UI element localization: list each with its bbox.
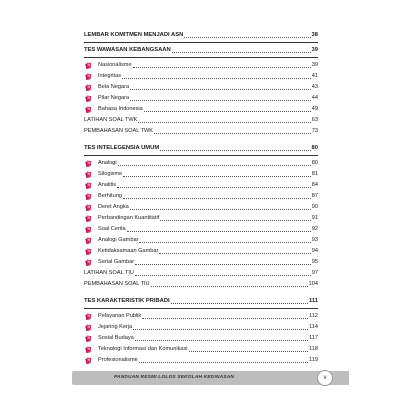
toc-subentry[interactable] [84,104,318,115]
page-footer [72,371,349,385]
toc-heading[interactable] [84,30,318,41]
footer-title: PANDUAN RESMI LOLOS SEKOLAH KEDINASAN [114,375,235,380]
table-of-contents [84,30,318,366]
toc-extra-entry[interactable] [84,268,318,279]
section-divider [84,308,318,309]
toc-page-number: 119 [309,357,318,363]
toc-entry-text: PEMBAHASAN SOAL TWK [84,128,154,134]
toc-page-number: 114 [309,324,318,330]
toc-subentry[interactable] [84,257,318,268]
section-divider [84,155,318,156]
toc-subentry[interactable] [84,235,318,246]
toc-extra-entry[interactable] [84,279,318,290]
toc-entry-label [84,268,134,279]
book-icon [85,335,92,342]
toc-entry-label [84,169,122,180]
toc-page-number: 44 [311,95,318,101]
toc-entry-text: Pilar Negara [98,95,130,101]
toc-entry-text: TES WAWASAN KEBANGSAAN [84,47,171,53]
toc-subentry[interactable] [84,158,318,169]
dot-leader [139,242,310,243]
toc-entry-label [84,180,116,191]
dot-leader [160,220,310,221]
dot-leader [184,37,310,38]
toc-entry-text: Silogisme [98,171,123,177]
toc-entry-text: Integritas [98,73,122,79]
toc-section-heading[interactable] [84,296,318,307]
book-icon [85,62,92,69]
dot-leader [130,100,311,101]
dot-leader [135,275,311,276]
toc-entry-label [84,213,159,224]
book-icon [85,73,92,80]
toc-entry-text: LATIHAN SOAL TIU [84,270,134,276]
toc-entry-label [84,333,134,344]
toc-extra-entry[interactable] [84,115,318,126]
toc-page-number: 63 [311,117,318,123]
toc-subentry[interactable] [84,60,318,71]
dot-leader [159,253,310,254]
toc-entry-text: Bela Negara [98,84,130,90]
toc-page-number: 73 [311,128,318,134]
toc-entry-label [84,115,137,126]
toc-subentry[interactable] [84,202,318,213]
toc-page-number: 80 [311,160,318,166]
dot-leader [130,209,311,210]
toc-page-number: 93 [311,237,318,243]
page-number-badge: v [317,370,333,386]
toc-entry-label [84,191,122,202]
dot-leader [135,264,311,265]
toc-entry-text: LATIHAN SOAL TWK [84,117,138,123]
book-icon [85,313,92,320]
book-icon [85,346,92,353]
toc-entry-text: Pelayanan Publik [98,313,142,319]
toc-page-number: 104 [308,281,318,287]
toc-entry-label [84,202,129,213]
book-icon [85,193,92,200]
toc-subentry[interactable] [84,82,318,93]
toc-page-number: 111 [308,298,318,304]
toc-page-number: 80 [311,145,318,151]
toc-section-heading[interactable] [84,45,318,56]
toc-page-number: 117 [309,335,318,341]
dot-leader [130,89,311,90]
book-icon [85,106,92,113]
toc-page-number: 39 [311,47,318,53]
toc-entry-text: PEMBAHASAN SOAL TIU [84,281,150,287]
toc-page-number: 95 [311,259,318,265]
book-icon [85,237,92,244]
book-icon [85,171,92,178]
toc-subentry[interactable] [84,191,318,202]
toc-subentry[interactable] [84,213,318,224]
toc-entry-label [84,60,132,71]
toc-entry-text: Perbandingan Kuantitatif [98,215,160,221]
toc-entry-text: Analitis [98,182,117,188]
section-divider [84,57,318,58]
dot-leader [123,176,311,177]
toc-subentry[interactable] [84,93,318,104]
dot-leader [160,150,310,151]
toc-subentry[interactable] [84,169,318,180]
toc-page-number: 87 [311,193,318,199]
dot-leader [144,111,311,112]
toc-entry-label [84,344,188,355]
dot-leader [122,78,311,79]
toc-entry-text: Soal Cerita [98,226,126,232]
toc-subentry[interactable] [84,224,318,235]
toc-entry-label [84,246,158,257]
book-icon [85,215,92,222]
toc-entry-text: Berhitung [98,193,122,199]
section-divider [84,42,318,43]
toc-entry-text: Analogi Gambar [98,237,139,243]
dot-leader [142,318,308,319]
dot-leader [133,67,311,68]
toc-entry-text: Serial Gambar [98,259,135,265]
dot-leader [172,52,311,53]
toc-entry-text: Profesionalisme [98,357,138,363]
book-icon [85,95,92,102]
toc-entry-text: TES INTELEGENSIA UMUM [84,145,160,151]
toc-entry-text: Deret Angka [98,204,129,210]
toc-entry-label [84,126,153,137]
toc-entry-label [84,224,126,235]
toc-page-number: 39 [311,62,318,68]
toc-entry-label [84,93,129,104]
dot-leader [123,198,311,199]
book-icon [85,160,92,167]
toc-entry-text: TES KARAKTERISTIK PRIBADI [84,298,170,304]
book-icon [85,324,92,331]
dot-leader [139,362,308,363]
toc-entry-label [84,322,132,333]
toc-page-number: 118 [309,346,318,352]
toc-page-number: 91 [311,215,318,221]
toc-entry-label [84,235,138,246]
toc-entry-label [84,82,129,93]
toc-subentry[interactable] [84,355,318,366]
dot-leader [189,351,309,352]
toc-page-number: 94 [311,248,318,254]
toc-page-number: 43 [311,84,318,90]
dot-leader [151,286,308,287]
toc-subentry[interactable] [84,180,318,191]
toc-entry-text: Teknologi Informasi dan Komunikasi [98,346,188,352]
toc-extra-entry[interactable] [84,126,318,137]
dot-leader [133,329,308,330]
book-icon [85,357,92,364]
toc-entry-text: LEMBAR KOMITMEN MENJADI ASN [84,32,184,38]
dot-leader [118,165,311,166]
toc-page-number: 92 [311,226,318,232]
toc-entry-label [84,158,117,169]
dot-leader [117,187,311,188]
toc-entry-label [84,45,171,56]
toc-entry-label [84,279,150,290]
toc-entry-text: Nasionalisme [98,62,132,68]
book-icon [85,248,92,255]
dot-leader [154,133,311,134]
dot-leader [135,340,308,341]
book-icon [85,182,92,189]
toc-entry-label [84,143,159,154]
toc-entry-label [84,104,143,115]
book-icon [85,259,92,266]
toc-entry-text: Sosial Budaya [98,335,134,341]
dot-leader [127,231,311,232]
toc-page-number: 112 [309,313,318,319]
toc-subentry[interactable] [84,246,318,257]
toc-entry-label [84,311,141,322]
toc-entry-label [84,71,121,82]
toc-page-number: 84 [311,182,318,188]
toc-page-number: 81 [311,171,318,177]
toc-page-number: 38 [311,32,318,38]
toc-page-number: 97 [311,270,318,276]
book-icon [85,84,92,91]
toc-subentry[interactable] [84,71,318,82]
toc-subentry[interactable] [84,333,318,344]
toc-page-number: 49 [311,106,318,112]
toc-entry-text: Bahasa Indonesia [98,106,143,112]
toc-entry-text: Ketidaksamaan Gambar [98,248,159,254]
toc-entry-text: Analogi [98,160,117,166]
toc-entry-text: Jejaring Kerja [98,324,133,330]
toc-entry-label [84,30,183,41]
toc-entry-label [84,355,138,366]
toc-subentry[interactable] [84,344,318,355]
dot-leader [138,122,310,123]
toc-section-heading[interactable] [84,143,318,154]
toc-entry-label [84,257,134,268]
dot-leader [171,303,308,304]
book-icon [85,226,92,233]
toc-subentry[interactable] [84,311,318,322]
book-icon [85,204,92,211]
toc-entry-label [84,296,170,307]
toc-subentry[interactable] [84,322,318,333]
toc-page-number: 41 [311,73,318,79]
toc-page-number: 90 [311,204,318,210]
